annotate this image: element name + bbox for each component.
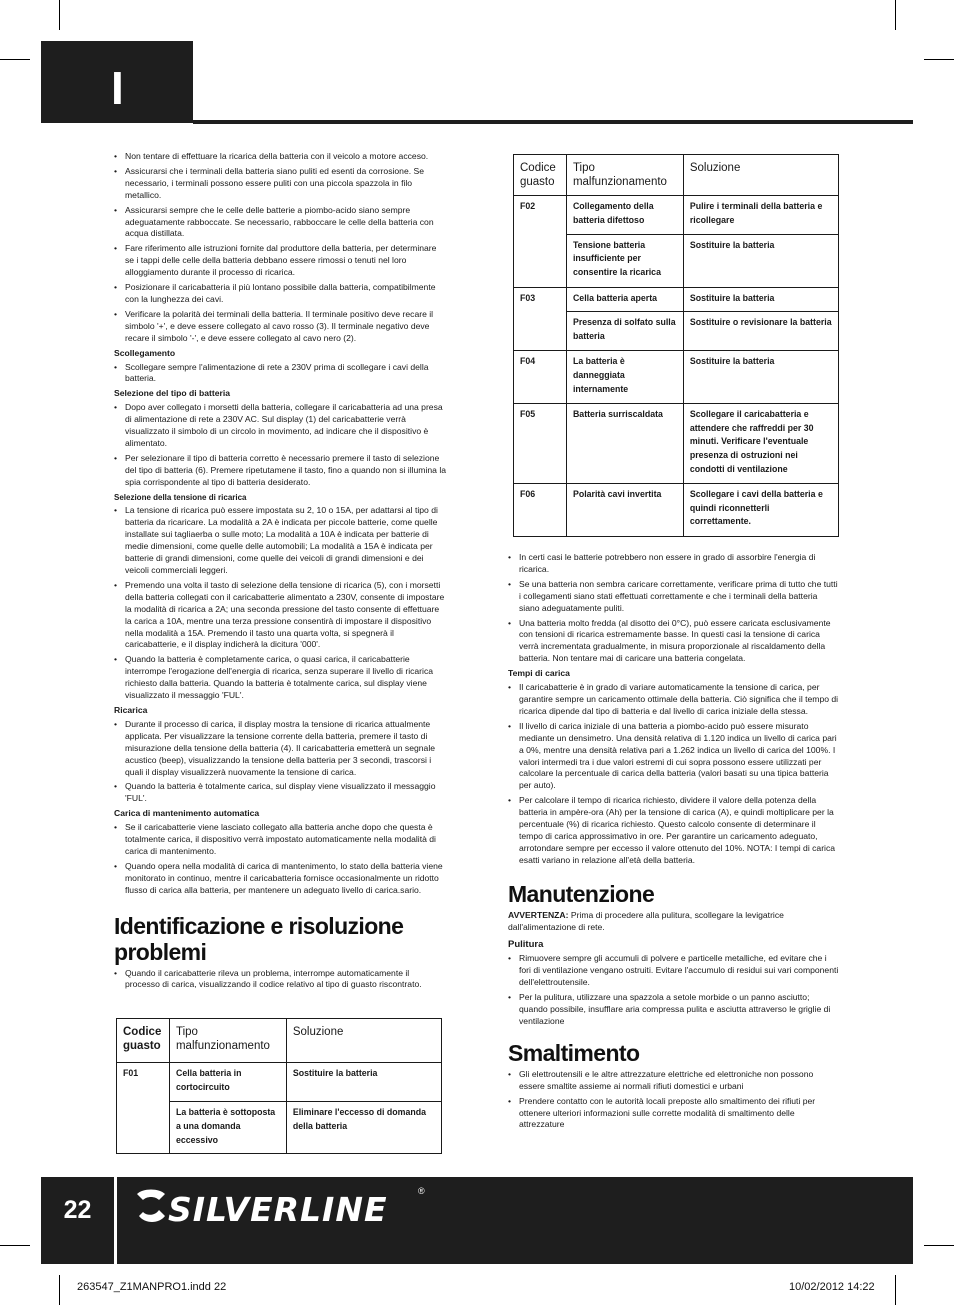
list-item: • Non tentare di effettuare la ricarica della batteria con il veicolo a motore acceso. [114, 151, 446, 163]
list-item: • Durante il processo di carica, il display mostra la tensione di ricarica attualmente applicata. Per visualizzare la tensione corrente della batteria, premere il tasto di misurazione della tensione della batteria (4). Il caricabatteria emetterà un segnale acustico (beep), visualizzando la tensione della batteria per 3 secondi, trascorsi i quali il display visualizzerà nuovamente la tensione di carica. [114, 719, 446, 779]
tempi-list [508, 682, 840, 867]
fault-type: Presenza di solfato sulla batteria [566, 312, 683, 351]
subheading-tensione: Selezione della tensione di ricarica [114, 492, 247, 502]
fault-type: Cella batteria aperta [566, 287, 683, 312]
table-row [514, 351, 839, 403]
table-row [514, 403, 839, 483]
list-item: • La tensione di ricarica può essere impostata su 2, 10 o 15A, per adattarsi al tipo di batteria da ricaricare. La modalità a 2A è indicata per piccole batterie, come quelle installate sui tagliaerba o sulle moto; La modalità a 10A è indicata per batterie di medie dimensioni, come quelle delle automobili; La modalità a 15A è indicata per batterie di grandi dimensioni, come quelle dei veicoli di grandi dimensioni e dei veicoli commerciali leggeri. [114, 505, 446, 576]
registered-mark: ® [418, 1186, 425, 1196]
list-item: • Rimuovere sempre gli accumuli di polvere e particelle metalliche, ed evitare che i fori di ventilazione vengano ostruiti. Evitare l'accumulo di residui sui vari componenti dell'elettroutensile. [508, 953, 840, 989]
fault-type: La batteria è sottoposta a una domanda eccessivo [169, 1102, 286, 1154]
fault-solution: Sostituire o revisionare la batteria [683, 312, 838, 351]
fault-solution: Sostituire la batteria [683, 234, 838, 287]
fault-solution: Sostituire la batteria [286, 1063, 441, 1102]
list-item: • Quando opera nella modalità di carica di mantenimento, lo stato della batteria viene monitorato in continuo, mentre il caricabatteria fornisce occasionalmente un ridotto flusso di carica alla batteria, per mantenere un adeguato livello di carica.sario. [114, 861, 446, 897]
header-type: Tipo malfunzionamento [566, 155, 683, 196]
list-item: • Premendo una volta il tasto di selezione della tensione di ricarica (5), con i morsetti della batteria collegati con il caricabatterie alimentato a 230V, consente di impostare la modalità di ricarica a 2A; una seconda pressione del tasto consente di effettuare la carica a 10A, mentre una terza pressione consentirà di impostare il dispositivo nella modalità a 15A. Premendo il tasto una quarta volta, si spegnerà il caricabatterie, e il display indicherà la dicitura '000'. [114, 580, 446, 651]
warning-label: AVVERTENZA: [508, 909, 569, 920]
list-item: • Se una batteria non sembra caricare correttamente, verificare prima di tutto che tutti i collegamenti siano stati effettuati correttamente e che i terminali della batteria siano adeguatamente puliti. [508, 579, 840, 615]
page-number: 22 [63, 1196, 92, 1224]
crop-mark [924, 59, 954, 60]
fault-solution: Scollegare il caricabatteria e attendere che raffreddi per 30 minuti. Verificare l'eventuale presenza di ostruzioni nei condotti di ventilazione [683, 403, 838, 483]
list-item: • Quando la batteria è completamente carica, o quasi carica, il caricabatterie interrompe l'erogazione dell'energia di ricarica, senza superare il livello di ricarica richiesto dalla batteria. Quando la batteria è totalmente carica, sul display viene visualizzato il messaggio 'FUL'. [114, 654, 446, 702]
left-column [114, 151, 446, 994]
list-item: • Per selezionare il tipo di batteria corretto è necessario premere il tasto di selezione del tipo di batteria (6). Premere ripetutamene il tasto, fino a quando non si illumina la spia corrispondente al tipo di batteria desiderato. [114, 453, 446, 489]
section-heading-smaltimento: Smaltimento [508, 1039, 640, 1066]
fault-type: Polarità cavi invertita [566, 483, 683, 536]
list-item: • Assicurarsi sempre che le celle delle batterie a piombo-acido siano sempre adeguatamente rabboccate. Se necessario, rabboccare le celle della batteria con acqua distillata. [114, 205, 446, 241]
header-code: Codice guasto [117, 1019, 170, 1063]
crop-mark [0, 59, 30, 60]
header-solution: Soluzione [683, 155, 838, 196]
notes-list [508, 552, 840, 665]
list-item: • Quando la batteria è totalmente carica, sul display viene visualizzato il messaggio 'FUL'. [114, 781, 446, 805]
fault-solution: Sostituire la batteria [683, 287, 838, 312]
ricarica-list [114, 719, 446, 805]
fault-type: Collegamento della batteria difettoso [566, 196, 683, 235]
header-rule [193, 120, 913, 124]
list-item: • Posizionare il caricabatteria il più lontano possibile dalla batteria, compatibilmente con la lunghezza dei cavi. [114, 282, 446, 306]
list-item: • Per calcolare il tempo di ricarica richiesto, dividere il valore della potenza della batteria in ampère-ora (Ah) per la tensione di carica (A), e quindi moltiplicare per la percentuale (%) di ricarica richiesto. Questo calcolo consente di determinare il tempo di carica approssimativo in ore. Per garantire un caricamento adeguato, arrotondare sempre per eccesso il valore ottenuto del 10%. NOTA: I tempi di carica esatti variano in relazione all'età della batteria. [508, 795, 840, 866]
list-item: • Prendere contatto con le autorità locali preposte allo smaltimento dei rifiuti per ottenere ulteriori informazioni sulle corrette modalità di smaltimento delle attrezzature [508, 1096, 840, 1132]
intro-list [114, 151, 446, 345]
list-item: • Dopo aver collegato i morsetti della batteria, collegare il caricabatteria ad una presa di alimentazione di rete a 230V AC. Sul display (1) del caricabatterie verrà visualizzato il simbolo di un circolo in movimento, ad indicare che il dispositivo è alimentato. [114, 402, 446, 450]
language-tab-label: I [111, 62, 124, 114]
warning-text: Prima di procedere alla pulitura, scollegare la levigatrice dall'alimentazione di rete. [508, 909, 784, 932]
list-item: • Se il caricabatterie viene lasciato collegato alla batteria anche dopo che questa è totalmente carica, il dispositivo verrà impostato automaticamente nella modalità di carica di mantenimento. [114, 822, 446, 858]
date-slug: 10/02/2012 14:22 [789, 1281, 875, 1293]
fault-code: F05 [514, 403, 567, 483]
fault-code: F02 [514, 196, 567, 288]
list-item: • In certi casi le batterie potrebbero non essere in grado di assorbire l'energia di ricarica. [508, 552, 840, 576]
list-item: • Per la pulitura, utilizzare una spazzola a setole morbide o un panno asciutto; quando possibile, insufflare aria compressa pulita e asciutta attraverso le griglie di ventilazione [508, 992, 840, 1028]
file-slug: 263547_Z1MANPRO1.indd 22 [77, 1281, 227, 1293]
list-item: • Gli elettroutensili e le altre attrezzature elettriche ed elettroniche non possono essere smaltite assieme ai normali rifiuti domestici e urbani [508, 1069, 840, 1093]
table-header-row [514, 155, 839, 196]
table-row [117, 1063, 442, 1102]
tipo-list [114, 402, 446, 488]
fault-solution: Sostituire la batteria [683, 351, 838, 403]
list-item: • Il caricabatterie è in grado di variare automaticamente la tensione di carica, per garantire sempre un caricamento ottimale della batteria. Ciò significa che il tempo di ricarica dipende dal tipo di batteria e dal livello di carica iniziale della stessa. [508, 682, 840, 718]
crop-mark [895, 1275, 896, 1305]
fault-code: F03 [514, 287, 567, 351]
fault-code: F06 [514, 483, 567, 536]
scollegamento-list [114, 362, 446, 386]
right-column [508, 552, 840, 1134]
subheading-mantenimento: Carica di mantenimento automatica [114, 808, 260, 819]
subheading-scollegamento: Scollegamento [114, 347, 176, 358]
fault-type: Tensione batteria insufficiente per consentire la ricarica [566, 234, 683, 287]
subheading-tipo-batteria: Selezione del tipo di batteria [114, 388, 231, 399]
fault-type: Cella batteria in cortocircuito [169, 1063, 286, 1102]
fault-code: F01 [117, 1063, 170, 1154]
list-item: • Quando il caricabatterie rileva un problema, interrompe automaticamente il processo di carica, visualizzando il codice relativo al tipo di guasto riscontrato. [114, 968, 446, 992]
smaltimento-list [508, 1069, 840, 1132]
list-item: • Assicurarsi che i terminali della batteria siano puliti ed esenti da corrosione. Se necessario, i terminali possono essere puliti con una piccola spazzola in filo metallico. [114, 166, 446, 202]
header-code: Codice guasto [514, 155, 567, 196]
crop-mark [895, 0, 896, 30]
table-row [514, 196, 839, 235]
crop-mark [924, 1245, 954, 1246]
list-item: • Il livello di carica iniziale di una batteria a piombo-acido può essere misurato mediante un densimetro. Una densità relativa di 1.120 indica un livello di carica pari a 0%, mentre una densità relativa pari a 1.262 indica un livello di carica del 100%. I valori intermedi tra i due valori estremi di cui sopra possono essere utilizzati per calcolare la percentuale di carica della batteria (valori basati su una tipica batteria per auto). [508, 721, 840, 792]
table-header-row [117, 1019, 442, 1063]
subheading-pulitura: Pulitura [508, 939, 544, 951]
list-item: • Fare riferimento alle istruzioni fornite dal produttore della batteria, per determinare se i tappi delle celle della batteria debbano essere rimossi o tenuti nel loro alloggiamento durante il processo di ricarica. [114, 243, 446, 279]
fault-solution: Scollegare i cavi della batteria e quindi riconnetterli correttamente. [683, 483, 838, 536]
pulitura-list [508, 953, 840, 1027]
fault-type: La batteria è danneggiata internamente [566, 351, 683, 403]
list-item: • Scollegare sempre l'alimentazione di rete a 230V prima di scollegare i cavi della batteria. [114, 362, 446, 386]
fault-solution: Eliminare l'eccesso di domanda della batteria [286, 1102, 441, 1154]
table-row [514, 287, 839, 312]
crop-mark [0, 1245, 30, 1246]
fault-code: F04 [514, 351, 567, 403]
section-heading-manutenzione: Manutenzione [508, 880, 655, 907]
language-tab [41, 41, 193, 123]
subheading-tempi: Tempi di carica [508, 668, 570, 679]
warning-paragraph [508, 910, 840, 934]
brand-logo-text: SILVERLINE [168, 1190, 388, 1229]
header-solution: Soluzione [286, 1019, 441, 1063]
footer-separator [114, 1177, 117, 1264]
fault-type: Batteria surriscaldata [566, 403, 683, 483]
mantenimento-list [114, 822, 446, 896]
fault-table-left [116, 1018, 442, 1154]
header-type: Tipo malfunzionamento [169, 1019, 286, 1063]
section-heading-troubleshooting: Identificazione e risoluzione problemi [114, 912, 404, 965]
crop-mark [59, 0, 60, 30]
table-row [514, 483, 839, 536]
troubleshoot-list [114, 968, 446, 992]
silverline-logo-icon [133, 1186, 169, 1230]
subheading-ricarica: Ricarica [114, 704, 148, 715]
tensione-list [114, 505, 446, 702]
fault-solution: Pulire i terminali della batteria e ricollegare [683, 196, 838, 235]
list-item: • Una batteria molto fredda (al disotto dei 0°C), può essere caricata esclusivamente con tensioni di ricarica estremamente basse. In questi casi la tensione di carica verrà incrementata gradualmente, in misura proporzionale al riscaldamento della batteria. Non tentare mai di caricare una batteria congelata. [508, 618, 840, 666]
fault-table-right [513, 154, 839, 537]
list-item: • Verificare la polarità dei terminali della batteria. Il terminale positivo deve recare il simbolo '+', e deve essere collegato al cavo rosso (3). Il terminale negativo deve recare il simbolo '-', e deve essere collegato al cavo nero (2). [114, 309, 446, 345]
crop-mark [59, 1275, 60, 1305]
